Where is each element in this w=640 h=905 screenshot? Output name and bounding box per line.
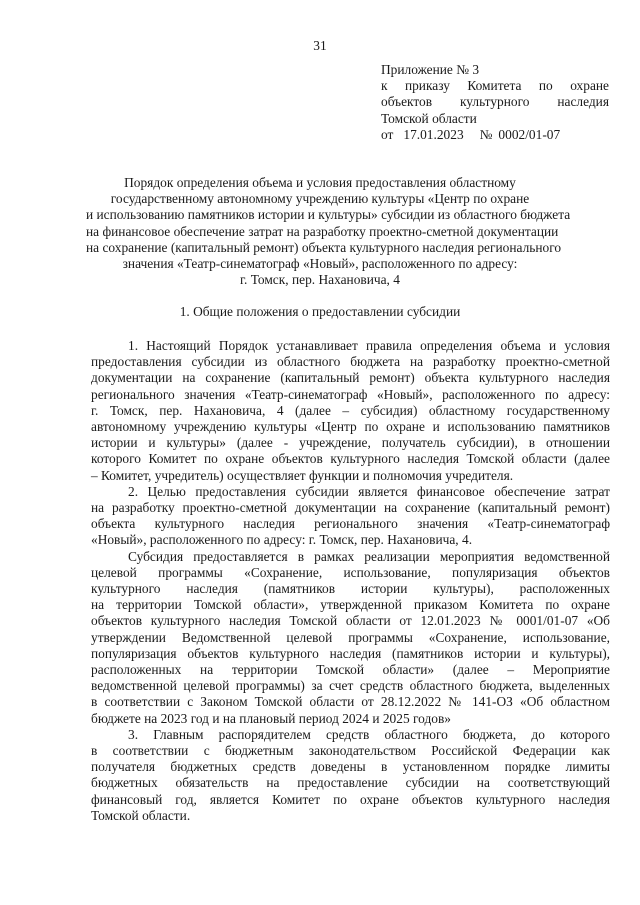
appendix-order-line: к приказу Комитета по охране xyxy=(381,78,609,94)
paragraph-line: регионального значения «Театр-синематограф «Новый», расположенного по адресу: xyxy=(91,386,610,402)
appendix-heritage-line: объектов культурного наследия xyxy=(381,94,609,110)
paragraph-line: 3. Главным распорядителем средств областного бюджета, до которого xyxy=(128,726,610,742)
title-line: на сохранение (капитальный ремонт) объекта культурного наследия регионального xyxy=(86,239,562,255)
page-number: 31 xyxy=(313,38,327,53)
paragraph-4 xyxy=(91,727,610,824)
paragraph-line: культурного наследия (памятников истории культуры), расположенных xyxy=(91,581,610,597)
order-date: 17.01.2023 xyxy=(403,126,464,142)
order-number: 0002/01-07 xyxy=(498,126,561,142)
paragraph-line: предоставления субсидии из областного бюджета на разработку проектно-сметной xyxy=(91,354,610,370)
paragraph-line: Томской области. xyxy=(91,807,191,823)
paragraph-line: г. Томск, пер. Нахановича, 4 (далее – субсидия) областному государственному xyxy=(91,402,610,418)
number-sign: № xyxy=(479,126,493,142)
title-line: Порядок определения объема и условия предоставления областному xyxy=(124,175,516,190)
paragraph-line: популяризация объектов культурного наследия (памятников истории и культуры), xyxy=(91,645,610,661)
paragraph-line: 2. Целью предоставления субсидии является финансовое обеспечение затрат xyxy=(128,483,610,499)
paragraph-line: бюджетных обязательств на предоставление субсидии на соответствующий xyxy=(91,775,610,791)
paragraph-line: на разработку проектно-сметной документации на сохранение (капитальный ремонт) xyxy=(91,500,610,516)
paragraph-line: автономному учреждению культуры «Центр по охране и использованию памятников xyxy=(91,419,610,435)
appendix-title: Приложение № 3 xyxy=(381,62,480,77)
paragraph-line: документации на сохранение (капитальный ремонт) объекта культурного наследия xyxy=(91,370,610,386)
paragraph-line: истории и культуры» (далее - учреждение, получатель субсидии), в отношении xyxy=(91,435,610,451)
paragraph-line: утверждении Ведомственной целевой программы «Сохранение, использование, xyxy=(91,629,610,645)
title-line: значения «Театр-синематограф «Новый», расположенного по адресу: xyxy=(122,256,518,272)
body-text xyxy=(91,338,610,824)
paragraph-line: в соответствии с бюджетным законодательством Российской Федерации как xyxy=(91,743,610,759)
appendix-block xyxy=(381,62,609,143)
paragraph-line: объектов культурного наследия Томской области от 12.01.2023 № 0001/01-07 «Об xyxy=(91,613,610,629)
appendix-region-line: Томской области xyxy=(381,110,477,126)
paragraph-line: Субсидия предоставляется в рамках реализации мероприятия ведомственной xyxy=(128,548,610,564)
paragraph-line: финансовый год, является Комитет по охране объектов культурного наследия xyxy=(91,791,610,807)
paragraph-line: «Новый», расположенного по адресу: г. Томск, пер. Нахановича, 4. xyxy=(91,532,473,548)
paragraph-line: объекта культурного наследия регионального значения «Театр-синематограф xyxy=(91,516,610,532)
paragraph-1 xyxy=(91,338,610,484)
date-prefix: от xyxy=(381,126,394,142)
paragraph-line: расположенных на территории Томской области» (далее – Мероприятие xyxy=(91,662,610,678)
paragraph-line: которого Комитет по охране объектов культурного наследия Томской области (далее xyxy=(91,451,610,467)
title-line: на финансовое обеспечение затрат на разработку проектно-сметной документации xyxy=(86,223,559,239)
paragraph-line: в соответствии с Законом Томской области от 28.12.2022 № 141-ОЗ «Об областном xyxy=(91,694,610,710)
paragraph-2 xyxy=(91,484,610,549)
paragraph-line: целевой программы «Сохранение, использование, популяризация объектов xyxy=(91,564,610,580)
title-line: г. Томск, пер. Нахановича, 4 xyxy=(240,272,400,288)
paragraph-line: 1. Настоящий Порядок устанавливает правила определения объема и условия xyxy=(128,338,610,353)
paragraph-line: – Комитет, учредитель) осуществляет функции и полномочия учредителя. xyxy=(91,467,514,483)
paragraph-line: ведомственной целевой программы) за счет средств областного бюджета, выделенных xyxy=(91,678,610,694)
section-heading: 1. Общие положения о предоставлении субсидии xyxy=(179,304,461,319)
document-title xyxy=(86,175,571,288)
title-line: и использованию памятников истории и культуры» субсидии из областного бюджета xyxy=(86,207,571,223)
paragraph-line: получателя бюджетных средств доведены в установленном порядке лимиты xyxy=(91,759,610,775)
paragraph-3 xyxy=(91,549,610,727)
paragraph-line: бюджете на 2023 год и на плановый период 2024 и 2025 годов» xyxy=(91,710,451,726)
appendix-date-line xyxy=(381,127,609,143)
title-line: государственному автономному учреждению культуры «Центр по охране xyxy=(110,191,530,207)
paragraph-line: на территории Томской области», утвержденной приказом Комитета по охране xyxy=(91,597,610,613)
